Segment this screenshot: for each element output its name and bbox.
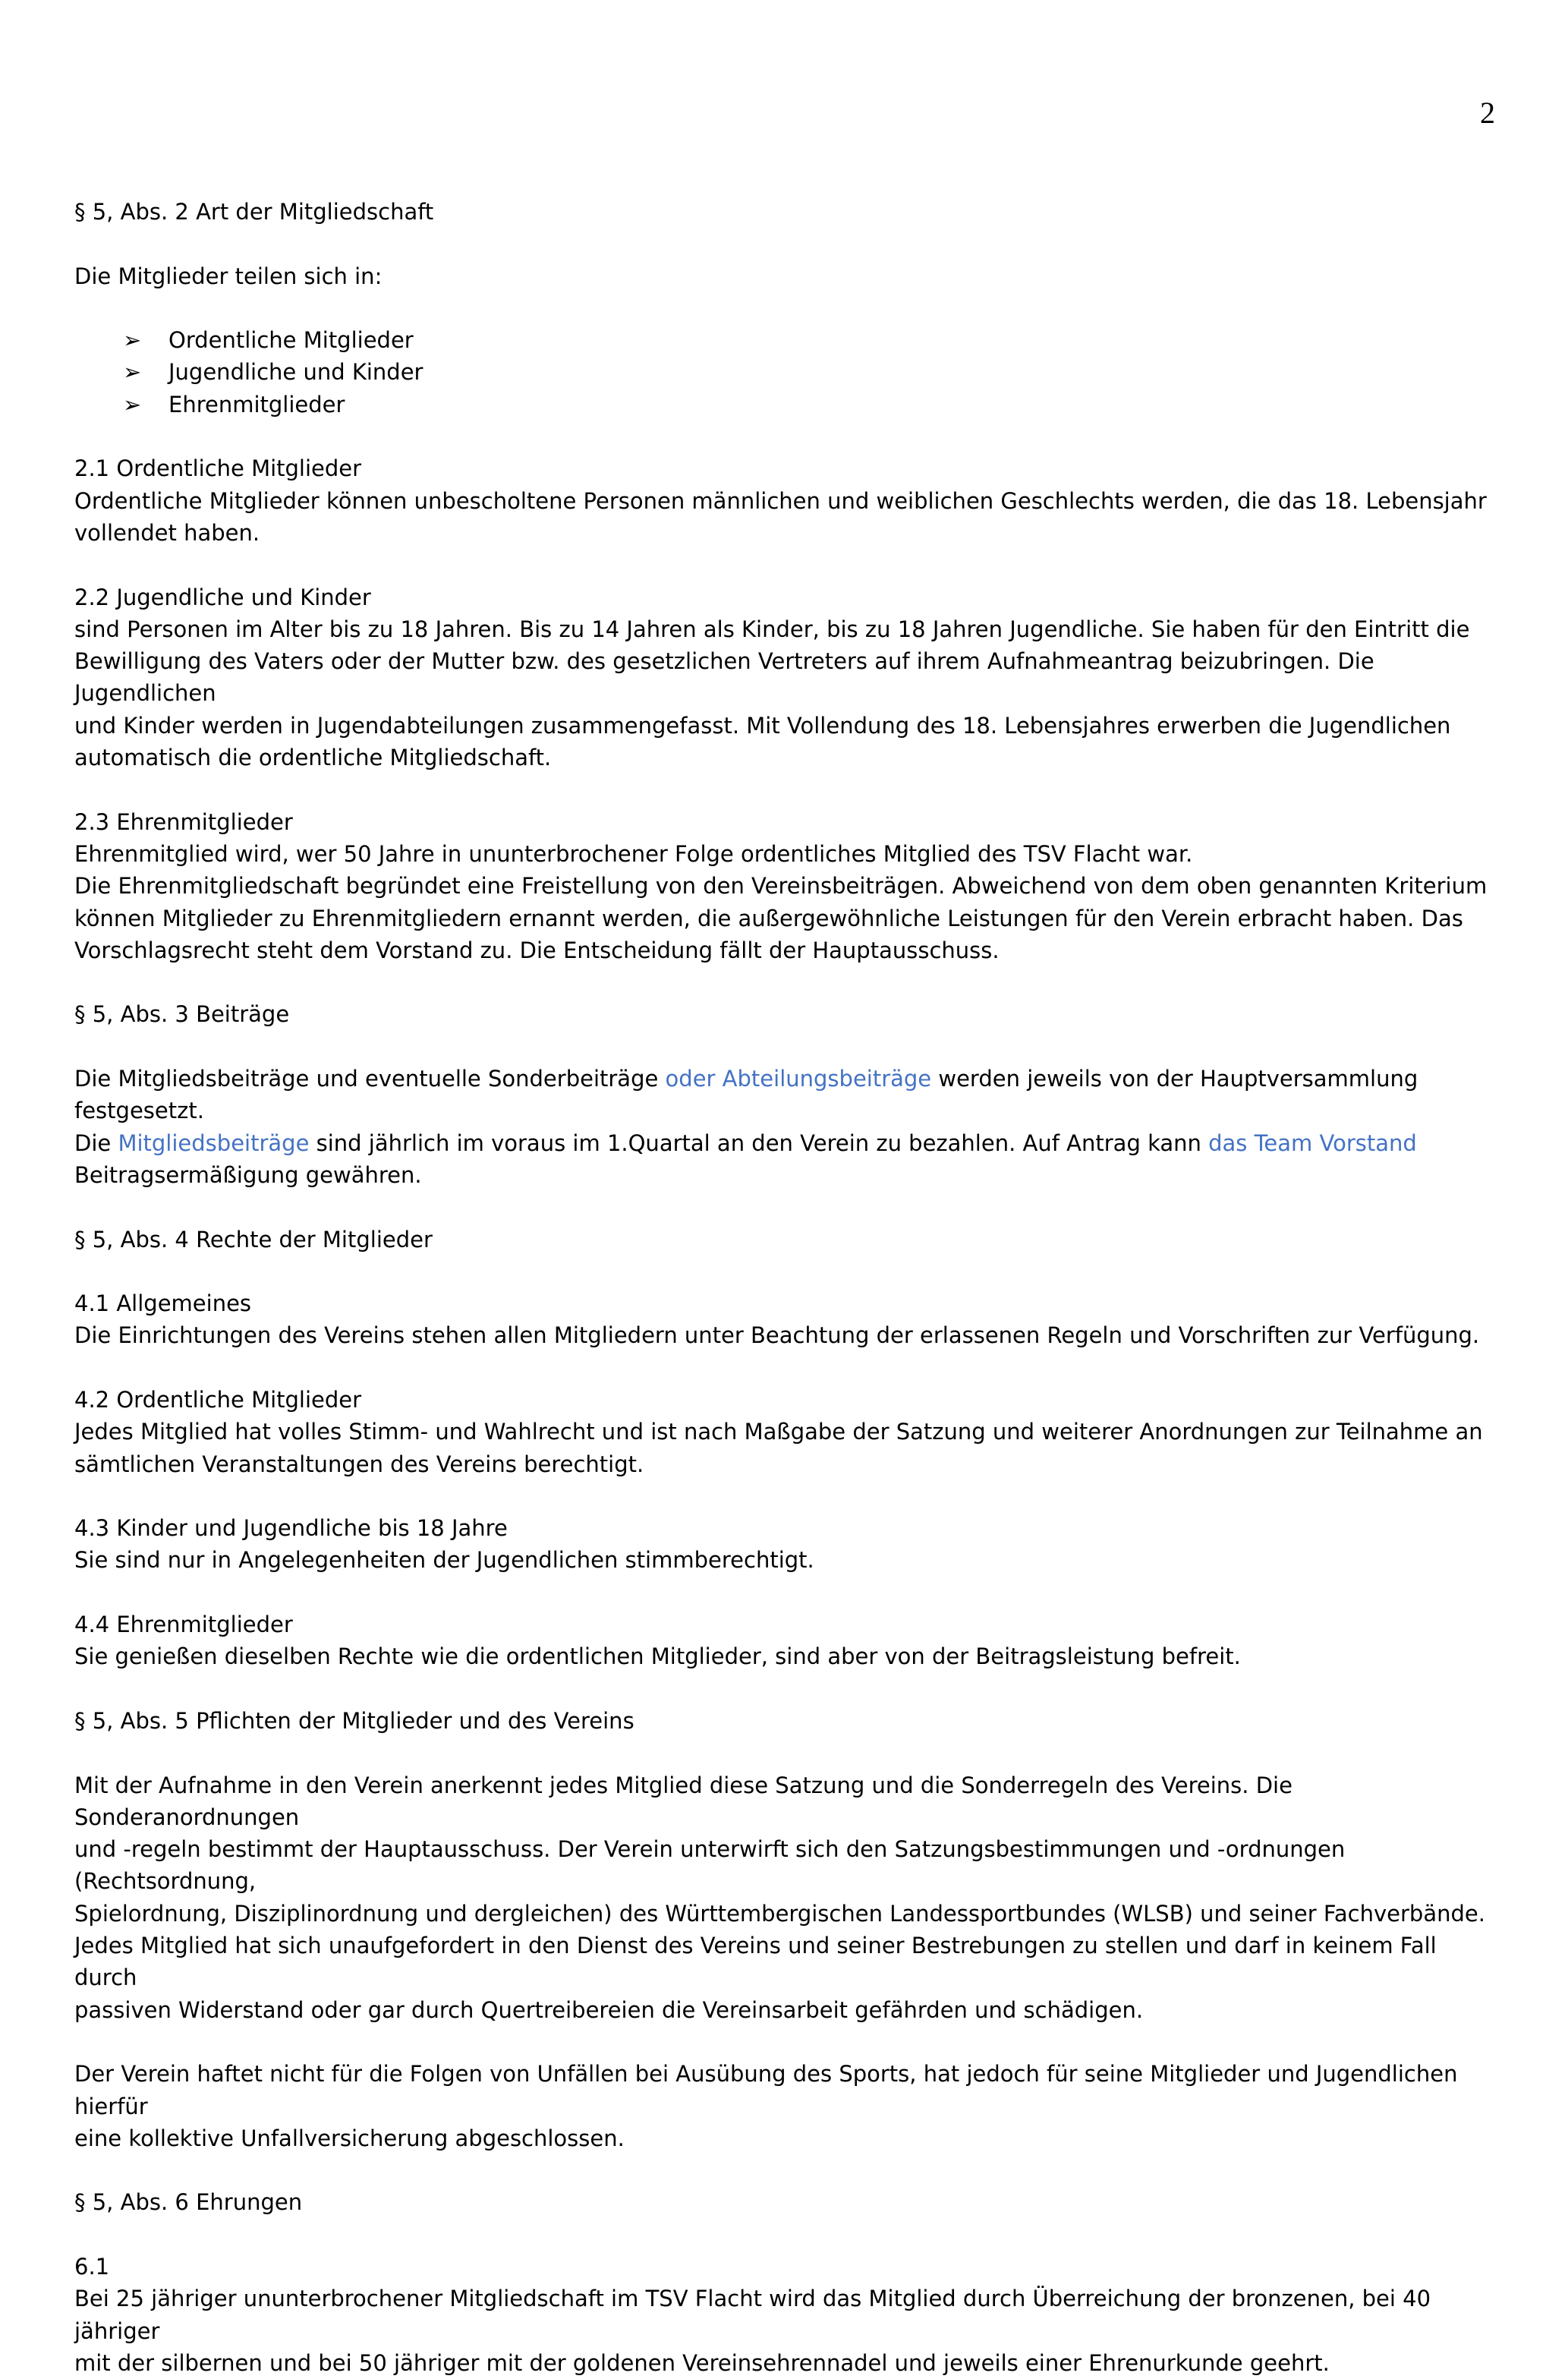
paragraph-line: Jedes Mitglied hat sich unaufgefordert in den Dienst des Vereins und seiner Bestrebungen zu stellen und darf in keinem Fall durch — [74, 1933, 1437, 1991]
paragraph-line: Die Mitgliedsbeiträge sind jährlich im voraus im 1.Quartal an den Verein zu bezahlen. Auf Antrag kann das Team Vorstand — [74, 1130, 1417, 1156]
paragraph-line: Spielordnung, Disziplinordnung und dergleichen) des Württembergischen Landessportbundes (WLSB) und seiner Fachverbände. — [74, 1900, 1485, 1927]
list-item: ➢ Ehrenmitglieder — [123, 389, 1501, 421]
list-item: ➢ Jugendliche und Kinder — [123, 356, 1501, 388]
paragraph-line: und Kinder werden in Jugendabteilungen zusammengefasst. Mit Vollendung des 18. Lebensjahres erwerben die Jugendlichen — [74, 712, 1451, 739]
subsection-title-2-2: 2.2 Jugendliche und Kinder — [74, 584, 371, 610]
paragraph-line: mit der silbernen und bei 50 jähriger mit der goldenen Vereinsehrennadel und jeweils einer Ehrenurkunde geehrt. — [74, 2349, 1330, 2376]
paragraph-line: Ordentliche Mitglieder können unbescholtene Personen männlichen und weiblichen Geschlechts werden, die das 18. Lebensjahr — [74, 487, 1487, 514]
paragraph-line: sind Personen im Alter bis zu 18 Jahren. Bis zu 14 Jahren als Kinder, bis zu 18 Jahren Jugendliche. Sie haben für den Eintritt die — [74, 616, 1470, 642]
paragraph-line: Mit der Aufnahme in den Verein anerkennt jedes Mitglied diese Satzung und die Sonderregeln des Vereins. Die Sonderanordnungen — [74, 1772, 1292, 1830]
paragraph-line: und -regeln bestimmt der Hauptausschuss. Der Verein unterwirft sich den Satzungsbestimmungen und -ordnungen (Rechtsordnung, — [74, 1836, 1346, 1895]
section-heading-ehrungen: § 5, Abs. 6 Ehrungen — [74, 2189, 303, 2216]
revised-text: oder Abteilungsbeiträge — [665, 1066, 932, 1092]
paragraph-line: Beitragsermäßigung gewähren. — [74, 1161, 422, 1188]
document-body — [74, 196, 1501, 2379]
arrow-bullet-icon: ➢ — [123, 359, 142, 386]
section-heading-pflichten: § 5, Abs. 5 Pflichten der Mitglieder und des Vereins — [74, 1707, 634, 1734]
paragraph-line: Ehrenmitglied wird, wer 50 Jahre in ununterbrochener Folge ordentliches Mitglied des TSV Flacht war. — [74, 840, 1193, 867]
membership-type-list — [74, 324, 1501, 421]
list-item: ➢ Ordentliche Mitglieder — [123, 324, 1501, 356]
subsection-title-2-3: 2.3 Ehrenmitglieder — [74, 808, 293, 835]
paragraph-line: Bewilligung des Vaters oder der Mutter bzw. des gesetzlichen Vertreters auf ihrem Aufnahmeantrag beizubringen. Die Jugendlichen — [74, 648, 1374, 707]
paragraph-line: automatisch die ordentliche Mitgliedschaft. — [74, 745, 552, 771]
subsection-title-2-1: 2.1 Ordentliche Mitglieder — [74, 455, 362, 482]
paragraph-line: Jedes Mitglied hat volles Stimm- und Wahlrecht und ist nach Maßgabe der Satzung und weiterer Anordnungen zur Teilnahme an — [74, 1419, 1483, 1445]
paragraph-line: eine kollektive Unfallversicherung abgeschlossen. — [74, 2125, 625, 2151]
paragraph-line: vollendet haben. — [74, 519, 260, 546]
subsection-title-4-4: 4.4 Ehrenmitglieder — [74, 1612, 293, 1638]
section-heading-art: § 5, Abs. 2 Art der Mitgliedschaft — [74, 199, 434, 225]
paragraph-line: Die Ehrenmitgliedschaft begründet eine Freistellung von den Vereinsbeiträgen. Abweichend von dem oben genannten Kriterium — [74, 873, 1488, 900]
paragraph-line: Der Verein haftet nicht für die Folgen von Unfällen bei Ausübung des Sports, hat jedoch für seine Mitglieder und Jugendlichen hierfür — [74, 2061, 1458, 2119]
arrow-bullet-icon: ➢ — [123, 391, 142, 418]
subsection-title-4-3: 4.3 Kinder und Jugendliche bis 18 Jahre — [74, 1515, 508, 1542]
section-heading-rechte: § 5, Abs. 4 Rechte der Mitglieder — [74, 1226, 433, 1253]
intro-text: Die Mitglieder teilen sich in: — [74, 263, 383, 289]
paragraph-line: Sie genießen dieselben Rechte wie die ordentlichen Mitglieder, sind aber von der Beitragsleistung befreit. — [74, 1643, 1241, 1670]
paragraph-line: Bei 25 jähriger ununterbrochener Mitgliedschaft im TSV Flacht wird das Mitglied durch Überreichung der bronzenen, bei 40 jähriger — [74, 2286, 1431, 2344]
subsection-title-6-1: 6.1 — [74, 2254, 110, 2280]
revised-text: das Team Vorstand — [1208, 1130, 1417, 1156]
paragraph-line: Die Einrichtungen des Vereins stehen allen Mitgliedern unter Beachtung der erlassenen Regeln und Vorschriften zur Verfügung. — [74, 1322, 1480, 1349]
section-heading-beitraege: § 5, Abs. 3 Beiträge — [74, 1001, 290, 1028]
revised-text: Mitgliedsbeiträge — [118, 1130, 310, 1156]
paragraph-line: sämtlichen Veranstaltungen des Vereins berechtigt. — [74, 1451, 644, 1477]
subsection-title-4-2: 4.2 Ordentliche Mitglieder — [74, 1386, 362, 1413]
paragraph-line: Sie sind nur in Angelegenheiten der Jugendlichen stimmberechtigt. — [74, 1547, 814, 1574]
page-number: 2 — [1480, 96, 1495, 130]
subsection-title-4-1: 4.1 Allgemeines — [74, 1290, 252, 1317]
paragraph-line: Die Mitgliedsbeiträge und eventuelle Sonderbeiträge oder Abteilungsbeiträge werden jeweils von der Hauptversammlung festgesetzt. — [74, 1066, 1418, 1124]
paragraph-line: können Mitglieder zu Ehrenmitgliedern ernannt werden, die außergewöhnliche Leistungen für den Verein erbracht haben. Das — [74, 905, 1463, 931]
arrow-bullet-icon: ➢ — [123, 327, 142, 354]
paragraph-line: Vorschlagsrecht steht dem Vorstand zu. Die Entscheidung fällt der Hauptausschuss. — [74, 937, 1000, 963]
paragraph-line: passiven Widerstand oder gar durch Quertreibereien die Vereinsarbeit gefährden und schädigen. — [74, 1996, 1144, 2023]
